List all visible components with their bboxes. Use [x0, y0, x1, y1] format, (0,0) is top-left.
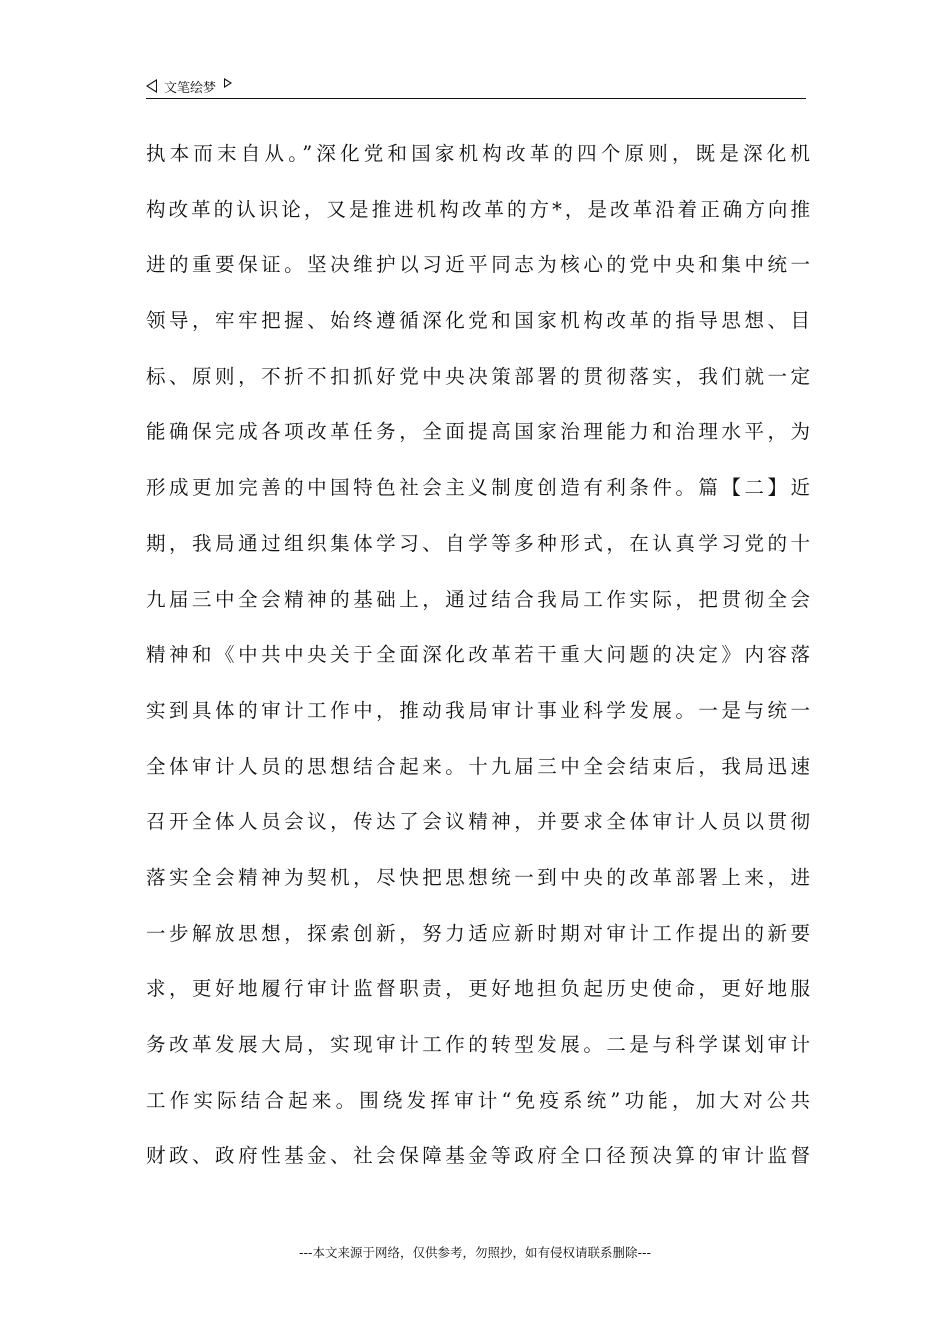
triangle-left-icon: [146, 79, 157, 93]
body-line: 召开全体人员会议，传达了会议精神，并要求全体审计人员以贯彻: [146, 810, 810, 834]
body-line: 落实全会精神为契机，尽快把思想统一到中央的改革部署上来，进: [146, 865, 810, 889]
body-line: 领导，牢牢把握、始终遵循深化党和国家机构改革的指导思想、目: [146, 309, 810, 333]
body-line: 一步解放思想，探索创新，努力适应新时期对审计工作提出的新要: [146, 921, 810, 945]
body-line: 务改革发展大局，实现审计工作的转型发展。二是与科学谋划审计: [146, 1033, 810, 1056]
body-line: 求，更好地履行审计监督职责，更好地担负起历史使命，更好地服: [146, 977, 810, 1001]
body-line: 全体审计人员的思想结合起来。十九届三中全会结束后，我局迅速: [146, 754, 810, 778]
body-line: 财政、政府性基金、社会保障基金等政府全口径预决算的审计监督: [146, 1144, 810, 1168]
body-line: 能确保完成各项改革任务，全面提高国家治理能力和治理水平，为: [146, 420, 810, 444]
header-divider: [146, 98, 806, 99]
body-line: 工作实际结合起来。围绕发挥审计“免疫系统”功能，加大对公共: [146, 1088, 810, 1112]
body-line: 标、原则，不折不扣抓好党中央决策部署的贯彻落实，我们就一定: [146, 364, 810, 388]
body-line: 执本而末自从。”深化党和国家机构改革的四个原则，既是深化机: [146, 142, 810, 165]
triangle-right-icon: [224, 78, 232, 88]
body-line: 构改革的认识论，又是推进机构改革的方*，是改革沿着正确方向推: [146, 197, 810, 221]
body-line: 进的重要保证。坚决维护以习近平同志为核心的党中央和集中统一: [146, 253, 810, 277]
body-line: 精神和《中共中央关于全面深化改革若干重大问题的决定》内容落: [146, 643, 810, 667]
page-header: [146, 74, 806, 98]
document-body: [146, 126, 810, 1184]
footer-disclaimer: ---本文来源于网络，仅供参考，勿照抄，如有侵权请联系删除---: [298, 1245, 652, 1260]
body-line: 形成更加完善的中国特色社会主义制度创造有利条件。篇【二】近: [146, 476, 810, 500]
body-line: 期，我局通过组织集体学习、自学等多种形式，在认真学习党的十: [146, 531, 810, 555]
header-title: 文笔绘梦: [164, 80, 217, 96]
body-line: 实到具体的审计工作中，推动我局审计事业科学发展。一是与统一: [146, 698, 810, 722]
body-line: 九届三中全会精神的基础上，通过结合我局工作实际，把贯彻全会: [146, 587, 810, 611]
